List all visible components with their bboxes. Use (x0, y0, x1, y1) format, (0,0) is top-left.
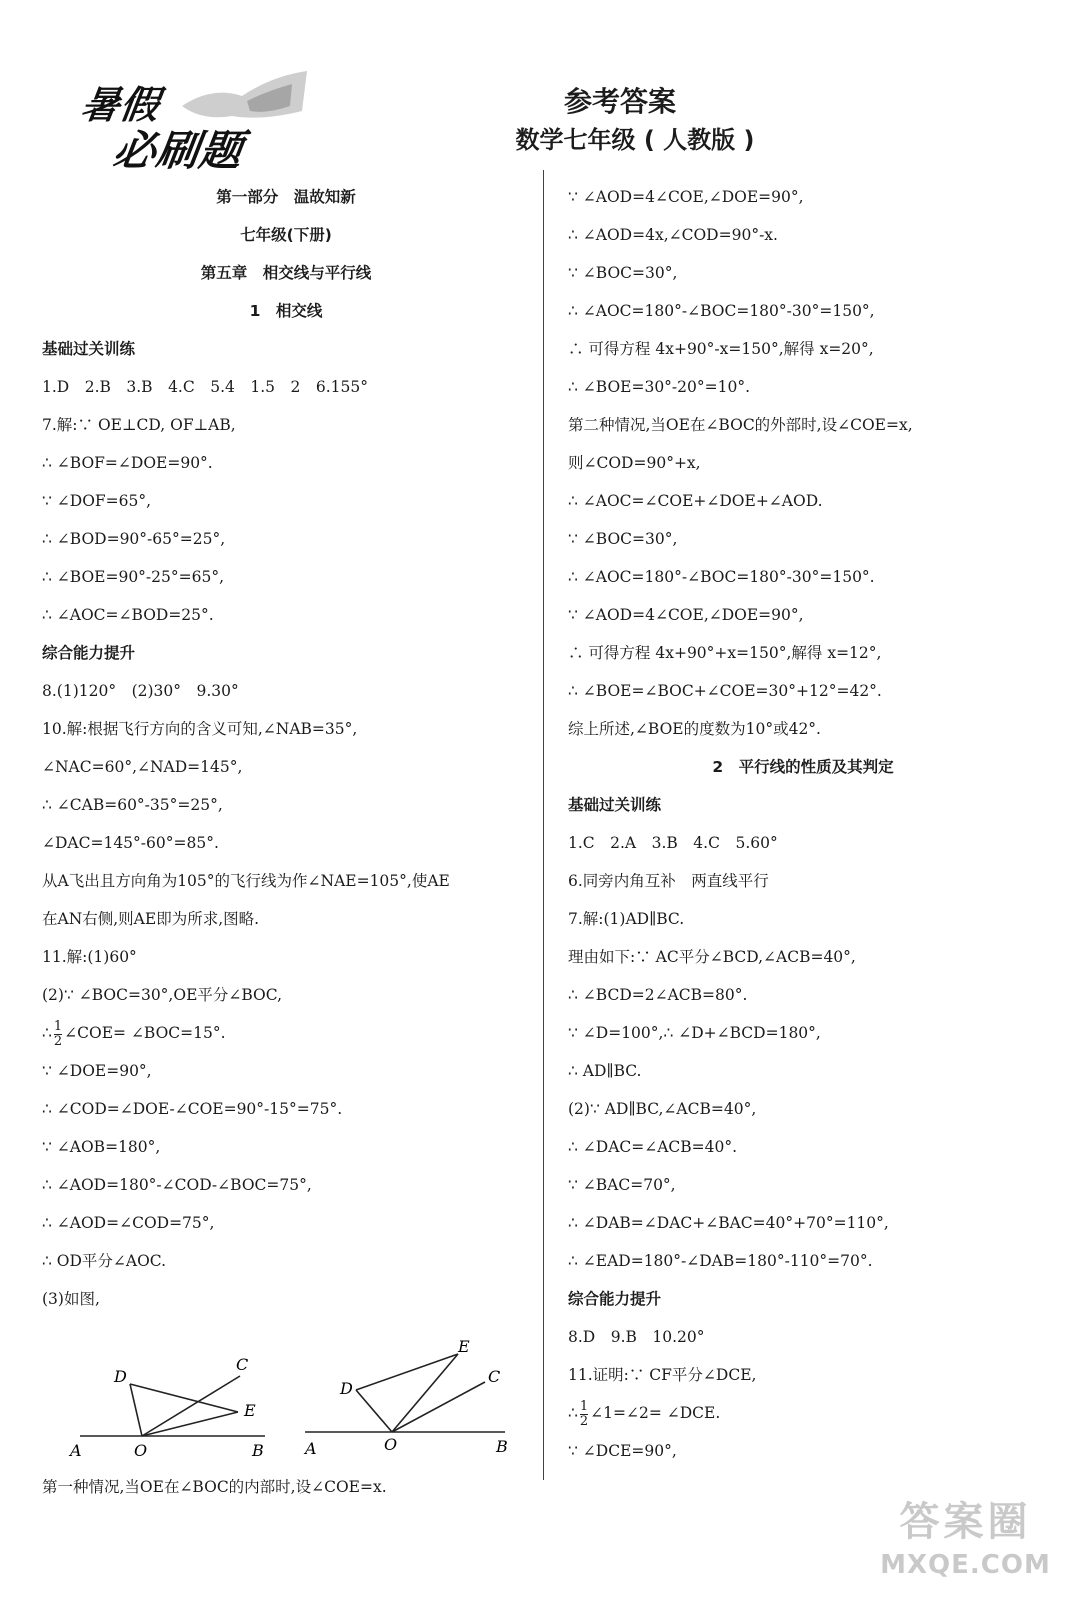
right-line: ∴ AD∥BC. (568, 1062, 642, 1080)
watermark-url: MXQE.COM (880, 1550, 1051, 1580)
fig2-label-e: E (458, 1340, 470, 1356)
left-line: ∵ ∠DOF=65°, (42, 492, 152, 510)
ink-brush-decoration (172, 66, 312, 126)
fig1-segment-od (130, 1384, 142, 1436)
left-line: 1 相交线 (249, 302, 323, 320)
line-text-before: ∴ (42, 1024, 52, 1042)
page-subtitle: 数学七年级 ( 人教版 ) (515, 126, 755, 154)
right-line: ∵ ∠BOC=30°, (568, 530, 678, 548)
left-line: 综合能力提升 (42, 644, 136, 662)
fig1-label-c: C (236, 1355, 249, 1374)
right-line: ∴ ∠AOC=∠COE+∠DOE+∠AOD. (568, 492, 823, 510)
page-title: 参考答案 (563, 85, 676, 118)
right-line: 6.同旁内角互补 两直线平行 (568, 872, 769, 890)
left-line: ∴ ∠COD=∠DOE-∠COE=90°-15°=75°. (42, 1100, 343, 1118)
left-line: 10.解:根据飞行方向的含义可知,∠NAB=35°, (42, 720, 358, 738)
fig1-ray-oe (142, 1412, 238, 1436)
fraction-numerator: 1 (53, 1018, 63, 1034)
line-text-before: ∴ (568, 1404, 578, 1422)
figure-2 (303, 1340, 508, 1458)
left-column (42, 178, 530, 1318)
fig2-label-b: B (496, 1437, 508, 1456)
line-text-after: ∠1=∠2= ∠DCE. (590, 1404, 721, 1422)
geometry-figures (60, 1340, 530, 1460)
fig2-label-c: C (488, 1367, 501, 1386)
left-line: ∠DAC=145°-60°=85°. (42, 834, 219, 852)
fig1-ray-oc (142, 1376, 240, 1436)
fig2-label-a: A (305, 1439, 317, 1458)
fig1-label-e: E (244, 1401, 256, 1420)
left-line: ∴ ∠AOD=∠COD=75°, (42, 1214, 215, 1232)
left-line: ∴ ∠AOD=180°-∠COD-∠BOC=75°, (42, 1176, 312, 1194)
fraction (54, 1020, 62, 1049)
watermark (858, 1496, 1073, 1596)
right-line: 8.D 9.B 10.20° (568, 1328, 705, 1346)
left-line: (3)如图, (42, 1290, 100, 1308)
left-line: ∴ OD平分∠AOC. (42, 1252, 167, 1270)
fig1-label-b: B (252, 1441, 264, 1460)
left-line: ∵ ∠DOE=90°, (42, 1062, 152, 1080)
fig1-label-d: D (114, 1367, 127, 1386)
right-line: (2)∵ AD∥BC,∠ACB=40°, (568, 1100, 757, 1118)
left-line: ∴ ∠BOF=∠DOE=90°. (42, 454, 213, 472)
fraction-denominator: 2 (579, 1413, 589, 1429)
left-line: 七年级(下册) (240, 226, 332, 244)
right-line: 综上所述,∠BOE的度数为10°或42°. (568, 720, 821, 738)
left-line: 在AN右侧,则AE即为所求,图略. (42, 910, 260, 928)
right-line: 1.C 2.A 3.B 4.C 5.60° (568, 834, 778, 852)
right-line (568, 1394, 1038, 1432)
right-line: ∵ ∠BOC=30°, (568, 264, 678, 282)
brand-logo (52, 56, 262, 175)
right-line: ∴ ∠BOE=∠BOC+∠COE=30°+12°=42°. (568, 682, 882, 700)
right-line: 理由如下:∵ AC平分∠BCD,∠ACB=40°, (568, 948, 856, 966)
right-line: 11.证明:∵ CF平分∠DCE, (568, 1366, 757, 1384)
left-line (42, 1014, 530, 1052)
logo-text-must-do: 必刷题 (110, 126, 247, 175)
right-line: ∴ 可得方程 4x+90°+x=150°,解得 x=12°, (568, 644, 882, 662)
left-line: 基础过关训练 (42, 340, 136, 358)
left-line: 1.D 2.B 3.B 4.C 5.4 1.5 2 6.155° (42, 378, 369, 396)
left-line: (2)∵ ∠BOC=30°,OE平分∠BOC, (42, 986, 282, 1004)
left-bottom-line: 第一种情况,当OE在∠BOC的内部时,设∠COE=x. (42, 1478, 387, 1496)
left-line: 7.解:∵ OE⊥CD, OF⊥AB, (42, 416, 236, 434)
right-line: ∴ ∠DAC=∠ACB=40°. (568, 1138, 738, 1156)
left-line: ∴ ∠BOD=90°-65°=25°, (42, 530, 226, 548)
fig2-segment-od (356, 1390, 392, 1432)
left-line: ∴ ∠BOE=90°-25°=65°, (42, 568, 225, 586)
fig2-label-o: O (384, 1435, 398, 1454)
right-line: ∴ ∠BOE=30°-20°=10°. (568, 378, 751, 396)
left-line: ∴ ∠AOC=∠BOD=25°. (42, 606, 214, 624)
line-text-after: ∠COE= ∠BOC=15°. (64, 1024, 226, 1042)
left-line: ∴ ∠CAB=60°-35°=25°, (42, 796, 223, 814)
fig1-label-a: A (70, 1441, 82, 1460)
left-line: 8.(1)120° (2)30° 9.30° (42, 682, 239, 700)
right-line: 基础过关训练 (568, 796, 662, 814)
right-line: ∴ ∠DAB=∠DAC+∠BAC=40°+70°=110°, (568, 1214, 889, 1232)
left-line: 第五章 相交线与平行线 (200, 264, 372, 282)
left-line: 第一部分 温故知新 (216, 188, 356, 206)
right-line: ∴ ∠AOC=180°-∠BOC=180°-30°=150°. (568, 568, 875, 586)
right-line: ∴ ∠AOC=180°-∠BOC=180°-30°=150°, (568, 302, 875, 320)
right-line: 7.解:(1)AD∥BC. (568, 910, 685, 928)
fig2-label-d: D (340, 1379, 353, 1398)
left-line: ∠NAC=60°,∠NAD=145°, (42, 758, 243, 776)
left-line: ∵ ∠AOB=180°, (42, 1138, 161, 1156)
fraction (580, 1400, 588, 1429)
right-line: ∴ ∠BCD=2∠ACB=80°. (568, 986, 748, 1004)
fig1-segment-de (130, 1384, 238, 1412)
figure-1 (68, 1355, 265, 1460)
logo-text-summer: 暑假 (78, 83, 163, 127)
right-line: ∵ ∠AOD=4∠COE,∠DOE=90°, (568, 188, 804, 206)
right-column (568, 178, 1038, 1470)
right-line: ∴ ∠EAD=180°-∠DAB=180°-110°=70°. (568, 1252, 873, 1270)
right-line: ∴ ∠AOD=4x,∠COD=90°-x. (568, 226, 778, 244)
right-line: 第二种情况,当OE在∠BOC的外部时,设∠COE=x, (568, 416, 913, 434)
watermark-logo-text: 答案圈 (899, 1499, 1032, 1545)
fraction-numerator: 1 (579, 1398, 589, 1414)
left-line: 从A飞出且方向角为105°的飞行线为作∠NAE=105°,使AE (42, 872, 450, 890)
fig2-ray-oc (392, 1382, 485, 1432)
fig1-label-o: O (134, 1441, 148, 1460)
right-line: ∵ ∠DCE=90°, (568, 1442, 677, 1460)
right-line: ∴ 可得方程 4x+90°-x=150°,解得 x=20°, (568, 340, 874, 358)
right-line: ∵ ∠D=100°,∴ ∠D+∠BCD=180°, (568, 1024, 821, 1042)
column-divider (543, 170, 544, 1480)
right-line: ∵ ∠AOD=4∠COE,∠DOE=90°, (568, 606, 804, 624)
right-line: 2 平行线的性质及其判定 (712, 758, 894, 776)
right-line: 综合能力提升 (568, 1290, 662, 1308)
right-line: 则∠COD=90°+x, (568, 454, 701, 472)
left-line: 11.解:(1)60° (42, 948, 137, 966)
right-line: ∵ ∠BAC=70°, (568, 1176, 676, 1194)
fraction-denominator: 2 (53, 1033, 63, 1049)
